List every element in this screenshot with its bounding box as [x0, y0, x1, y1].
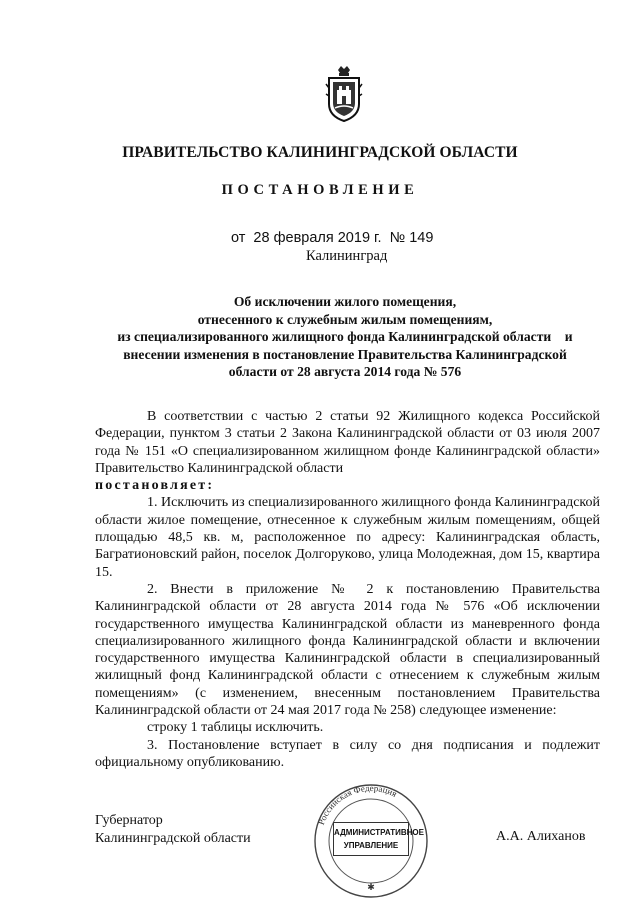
item-3: 3. Постановление вступает в силу со дня подписания и подлежит официальному опубликованию.: [95, 737, 600, 770]
government-name: ПРАВИТЕЛЬСТВО КАЛИНИНГРАДСКОЙ ОБЛАСТИ: [122, 144, 518, 161]
title-line: внесении изменения в постановление Правительства Калининградской: [123, 346, 567, 362]
city: Калининград: [306, 248, 388, 264]
document-number: № 149: [389, 230, 434, 246]
seal-ring-text: Российская Федерация: [315, 782, 399, 827]
position-line: Губернатор: [95, 813, 163, 828]
item-2: 2. Внести в приложение № 2 к постановлению Правительства Калининградской области от 28 августа 2014 года № 576 «Об исключении государственного имущества Калининградской области из маневренного фонда специализированного жилищного фонда Калининградской области и включении государственного имущества Калининградской области в специализированный жилищный фонд Калининградской области с отнесением к служебным жилым помещениям» (с изменением, внесенным постановлением Правительства Калининградской области от 24 мая 2017 года № 258) следующее изменение:: [95, 581, 600, 719]
document-type: ПОСТАНОВЛЕНИЕ: [221, 182, 419, 198]
seal-label-line: АДМИНИСТРАТИВНОЕ: [334, 828, 424, 837]
date-number-line: [231, 230, 437, 246]
document-date: 28 февраля 2019 г.: [253, 230, 382, 246]
svg-text:✱: ✱: [367, 882, 375, 892]
resolves-word: постановляет:: [95, 478, 215, 494]
document-title: [95, 293, 595, 381]
resolves-paragraph: [95, 477, 600, 494]
item-2-sub: строку 1 таблицы исключить.: [147, 720, 324, 736]
title-line: отнесенного к служебным жилым помещениям,: [197, 311, 493, 327]
title-line: из специализированного жилищного фонда Калининградской области и: [117, 329, 573, 344]
title-line: области от 28 августа 2014 года № 576: [228, 364, 462, 379]
title-line: Об исключении жилого помещения,: [233, 294, 457, 309]
item-1: 1. Исключить из специализированного жилищного фонда Калининградской области жилое помещение, отнесенное к служебным жилым помещениям, общей площадью 48,5 кв. м, расположенное по адресу: Калининградская область, Багратионовский район, поселок Долгоруково, улица Молодежная, дом 15, квартира 15.: [95, 495, 600, 580]
signatory-name: А.А. Алиханов: [496, 829, 586, 844]
document-body: [95, 408, 600, 771]
date-prefix: от: [231, 230, 246, 246]
position-line: Калининградской области: [95, 830, 251, 846]
seal-label: [333, 822, 424, 856]
signatory-position: [95, 812, 251, 847]
intro-paragraph: В соответствии с частью 2 статьи 92 Жилищного кодекса Российской Федерации, пунктом 3 статьи 2 Закона Калининградской области от 03 июля 2007 года № 151 «О специализированном жилищном фонде Калининградской области» Правительство Калининградской области: [95, 409, 600, 476]
coat-of-arms-icon: [324, 64, 364, 124]
seal-label-line: УПРАВЛЕНИЕ: [343, 841, 399, 850]
